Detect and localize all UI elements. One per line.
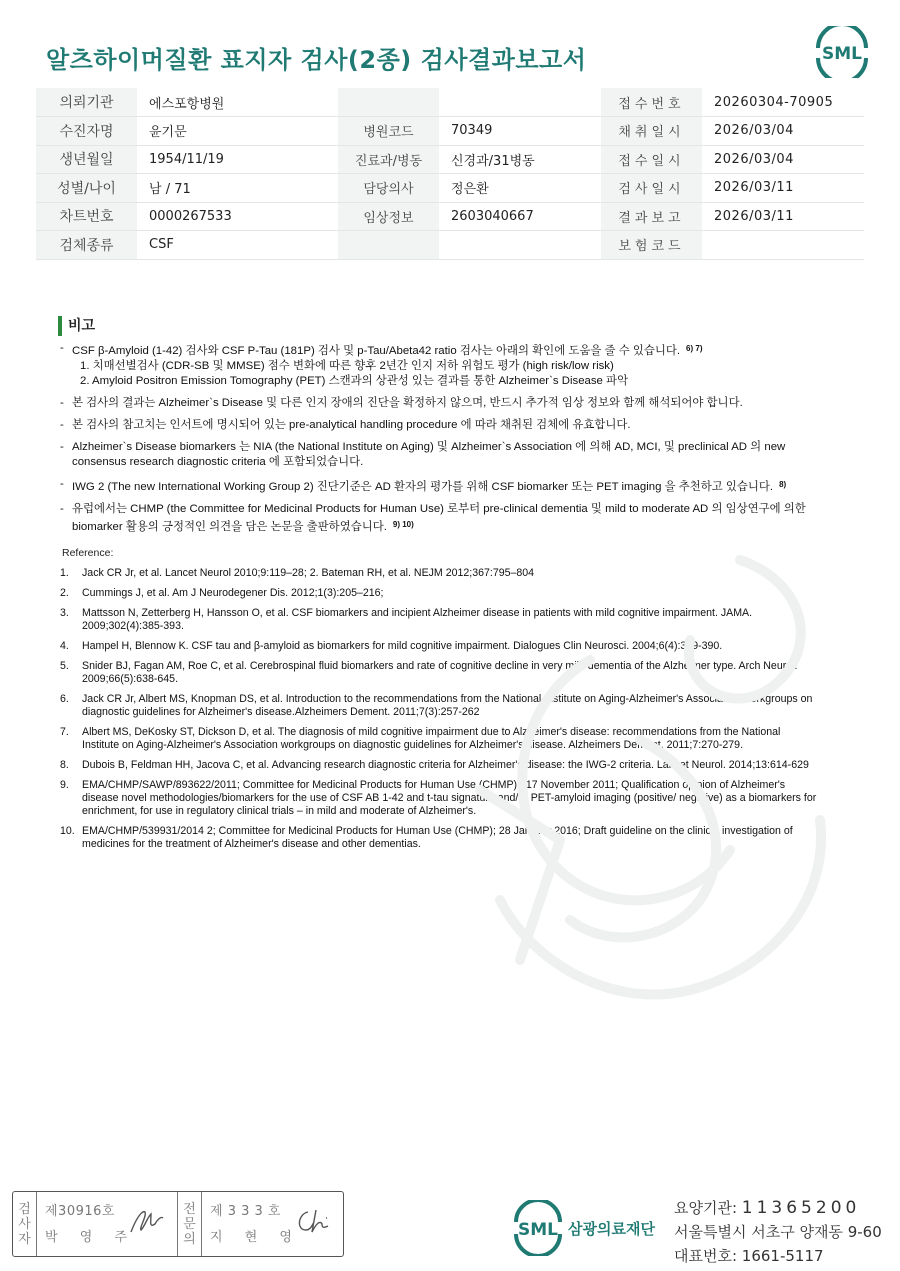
remark-item: - 유럽에서는 CHMP (the Committee for Medicinal Products for Human Use) 로부터 pre-clinical dementia 및 mild to moderate AD 의 임상연구에 의한 biomarker 활용의 긍정적인 의견을 담은 논문을 출판하였습니다. $^{9) 10)}$ (60, 502, 840, 535)
sml-logo (812, 26, 872, 78)
patient-info-table (36, 88, 864, 260)
remarks-heading: 비고 (58, 316, 95, 336)
info-label: 생년월일 (36, 145, 137, 174)
info-row (36, 231, 864, 260)
info-value: 1954/11/19 (137, 145, 338, 174)
info-label: 의뢰기관 (36, 88, 137, 117)
info-label: 검체종류 (36, 231, 137, 260)
info-value: 2026/03/04 (702, 117, 864, 146)
specialist-signature: 제 3 3 3 호 지 현 영 (202, 1192, 343, 1256)
reference-item: 4. Hampel H, Blennow K. CSF tau and β-amyloid as biomarkers for mild cognitive impairment. Dialogues Clin Neurosci. 2004;6(4):379-390. (60, 640, 723, 652)
remark-item: - 본 검사의 참고치는 인서트에 명시되어 있는 pre-analytical handling procedure 에 따라 채취된 검체에 유효합니다. (60, 418, 840, 433)
reference-item: 3. Mattsson N, Zetterberg H, Hansson O, et al. CSF biomarkers and incipient Alzheimer disease in patients with mild cognitive impairment. JAMA. 2009;302(4):385-393. (60, 607, 753, 632)
reference-heading: Reference: (62, 547, 114, 559)
reference-item: 2. Cummings J, et al. Am J Neurodegener Dis. 2012;1(3):205–216; (60, 587, 384, 599)
info-label: 검사일시 (601, 174, 702, 203)
info-value: 2603040667 (439, 202, 601, 231)
info-label: 진료과/병동 (338, 145, 439, 174)
signature-mark (129, 1206, 165, 1236)
report-title: 알츠하이머질환 표지자 검사(2종) 검사결과보고서 (46, 46, 587, 74)
info-label: 담당의사 (338, 174, 439, 203)
info-value: 신경과/31병동 (439, 145, 601, 174)
info-value: 에스포항병원 (137, 88, 338, 117)
svg-text:SML: SML (822, 44, 862, 64)
specialist-label: 전 문 의 (178, 1192, 202, 1256)
info-value: 0000267533 (137, 202, 338, 231)
inspector-label: 검 사 자 (13, 1192, 37, 1256)
reference-item: 8. Dubois B, Feldman HH, Jacova C, et al. Advancing research diagnostic criteria for Alzheimer's disease: the IWG-2 criteria. Lancet Neurol. 2014;13:614-629 (60, 759, 809, 771)
info-label: 수진자명 (36, 117, 137, 146)
info-value (702, 231, 864, 260)
info-value: 윤기문 (137, 117, 338, 146)
remark-item: - 본 검사의 결과는 Alzheimer`s Disease 및 다른 인지 장애의 진단을 확정하지 않으며, 반드시 추가적 임상 정보와 함께 해석되어야 합니다. (60, 396, 840, 411)
remark-item: - Alzheimer`s Disease biomarkers 는 NIA (the National Institute on Aging) 및 Alzheimer`s Association 에 의해 AD, MCI, 및 preclinical AD 의 new consensus research diagnostic criteria 에 포함되었습니다. (60, 440, 840, 470)
info-value (439, 231, 601, 260)
info-label: 병원코드 (338, 117, 439, 146)
info-value: CSF (137, 231, 338, 260)
remark-item: - CSF β-Amyloid (1-42) 검사와 CSF P-Tau (181P) 검사 및 p-Tau/Abeta42 ratio 검사는 아래의 확인에 도움을 줄 수 있습니다. $^{6) 7)}$ 1. 치매선별검사 (CDR-SB 및 MMSE) 점수 변화에 따른 향후 2년간 인지 저하 위험도 평가 (high risk/low risk) 2. Amyloid Positron Emission Tomography (PET) 스캔과의 상관성 있는 결과를 통한 Alzheimer`s Disease 파악 (60, 341, 840, 389)
info-value: 70349 (439, 117, 601, 146)
reference-item: 6. Jack CR Jr, Albert MS, Knopman DS, et al. Introduction to the recommendations from the National Institute on Aging-Alzheimer's Association workgroups on diagnostic guidelines for Alzheimer's disease.Alzheimers Dement. 2011;7(3):257-262 (60, 693, 813, 718)
info-value: 20260304-70905 (702, 88, 864, 117)
info-row (36, 202, 864, 231)
info-label: 성별/나이 (36, 174, 137, 203)
info-row (36, 117, 864, 146)
info-value (439, 88, 601, 117)
info-label (338, 88, 439, 117)
info-value: 남 / 71 (137, 174, 338, 203)
info-row (36, 174, 864, 203)
reference-item: 5. Snider BJ, Fagan AM, Roe C, et al. Cerebrospinal fluid biomarkers and rate of cognitive decline in very mild dementia of the Alzheimer type. Arch Neurol. 2009;66(5):638-645. (60, 660, 798, 685)
remark-item: - IWG 2 (The new International Working Group 2) 진단기준은 AD 환자의 평가를 위해 CSF biomarker 또는 PET imaging 을 추천하고 있습니다. $^{8)}$ (60, 477, 840, 495)
watermark-logo (440, 540, 860, 1020)
info-value: 2026/03/11 (702, 174, 864, 203)
info-row (36, 88, 864, 117)
info-label (338, 231, 439, 260)
info-label: 차트번호 (36, 202, 137, 231)
info-value: 2026/03/04 (702, 145, 864, 174)
info-label: 보험코드 (601, 231, 702, 260)
foundation-name: 삼광의료재단 (568, 1220, 655, 1238)
reference-item: 9. EMA/CHMP/SAWP/893622/2011; Committee for Medicinal Products for Human Use (CHMP) ; 17 November 2011; Qualification opinion of Alzheimer's disease novel methodologies/biomarkers for the use of CSF AB 1-42 and t-tau signature and/or PET-amyloid imaging (positive/ negative) as a biomarkers for enrichment, for use in regulatory clinical trials – in mild and moderate of Alzheimer's. (60, 779, 817, 817)
info-label: 채취일시 (601, 117, 702, 146)
sml-footer-logo (510, 1200, 566, 1256)
info-label: 결과보고 (601, 202, 702, 231)
inspector-signature: 제30916호 박 영 주 (37, 1192, 178, 1256)
footer-address: 요양기관: 11365200 서울특별시 서초구 양재동 9-60 대표번호: 1661-5117 (674, 1198, 882, 1265)
reference-item: 10. EMA/CHMP/539931/2014 2; Committee for Medicinal Products for Human Use (CHMP); 28 January 2016; Draft guideline on the clinical investigation of medicines for the treatment of Alzheimer's disease and other dementias. (60, 825, 793, 850)
signature-mark (294, 1206, 334, 1236)
info-value: 정은환 (439, 174, 601, 203)
reference-item: 1. Jack CR Jr, et al. Lancet Neurol 2010;9:119–28; 2. Bateman RH, et al. NEJM 2012;367:795–804 (60, 567, 535, 579)
info-label: 임상정보 (338, 202, 439, 231)
svg-text:SML: SML (518, 1220, 558, 1240)
reference-item: 7. Albert MS, DeKosky ST, Dickson D, et al. The diagnosis of mild cognitive impairment due to Alzheimer's disease: recommendations from the National Institute on Aging-Alzheimer's Association workgroups on diagnostic guidelines for Alzheimer's disease. Alzheimers Dement. 2011;7:270-279. (60, 726, 781, 751)
remarks-list (60, 341, 840, 542)
info-value: 2026/03/11 (702, 202, 864, 231)
info-row (36, 145, 864, 174)
info-label: 접수일시 (601, 145, 702, 174)
signature-box (12, 1191, 344, 1257)
info-label: 접수번호 (601, 88, 702, 117)
